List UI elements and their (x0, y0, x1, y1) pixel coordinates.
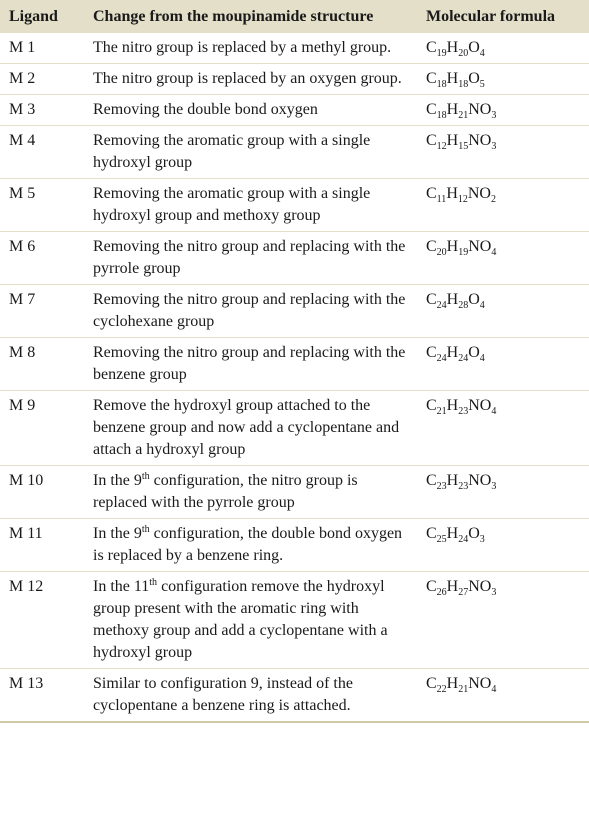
formula-element: O (468, 70, 480, 87)
formula-count: 3 (491, 141, 497, 152)
formula-count: 21 (458, 684, 469, 695)
formula-element: H (446, 70, 459, 87)
description-text: configuration remove the hydroxyl group present with the aromatic ring with methoxy group and add a cyclopentane with a hydroxyl group (93, 578, 388, 661)
formula-count: 18 (458, 79, 469, 90)
formula-element: H (446, 39, 459, 56)
formula-element: C (426, 578, 437, 595)
description-text: Removing the nitro group and replacing with the benzene group (93, 344, 406, 383)
change-description (84, 285, 417, 338)
change-description (84, 572, 417, 669)
formula-count: 19 (458, 247, 469, 258)
formula-element: H (446, 675, 459, 692)
table-row (0, 179, 589, 232)
molecular-formula (417, 33, 589, 64)
formula-count: 15 (458, 141, 469, 152)
ordinal-suffix: th (141, 471, 150, 482)
description-text: In the 9 (93, 472, 142, 489)
formula-element: C (426, 132, 437, 149)
formula-count: 24 (436, 353, 447, 364)
formula-count: 3 (491, 587, 497, 598)
formula-element: C (426, 525, 437, 542)
formula-element: H (446, 132, 459, 149)
formula-element: NO (468, 675, 492, 692)
description-text: Removing the aromatic group with a single hydroxyl group and methoxy group (93, 185, 371, 224)
molecular-formula (417, 179, 589, 232)
formula-element: C (426, 101, 437, 118)
header-formula: Molecular formula (417, 0, 589, 33)
ligand-id: M 11 (0, 519, 84, 572)
description-text: configuration, the double bond oxygen is replaced by a benzene ring. (93, 525, 403, 564)
table-row (0, 669, 589, 723)
description-text: The nitro group is replaced by an oxygen group. (93, 70, 402, 87)
ordinal-suffix: th (149, 577, 158, 588)
table-row (0, 33, 589, 64)
formula-count: 28 (458, 300, 469, 311)
formula-count: 3 (491, 481, 497, 492)
table-row (0, 64, 589, 95)
molecular-formula (417, 669, 589, 723)
formula-element: NO (468, 472, 492, 489)
description-text: The nitro group is replaced by a methyl group. (93, 39, 392, 56)
formula-count: 18 (436, 110, 447, 121)
formula-count: 11 (436, 194, 447, 205)
formula-count: 4 (479, 353, 485, 364)
formula-element: NO (468, 101, 492, 118)
ligand-id: M 7 (0, 285, 84, 338)
description-text: Removing the nitro group and replacing with the pyrrole group (93, 238, 406, 277)
formula-element: O (468, 39, 480, 56)
formula-element: H (446, 185, 458, 202)
molecular-formula (417, 285, 589, 338)
molecular-formula (417, 466, 589, 519)
formula-count: 4 (491, 247, 497, 258)
change-description (84, 669, 417, 723)
formula-count: 25 (436, 534, 447, 545)
formula-element: C (426, 39, 437, 56)
change-description (84, 391, 417, 466)
formula-count: 24 (458, 353, 469, 364)
formula-element: C (426, 185, 437, 202)
ligand-id: M 5 (0, 179, 84, 232)
formula-count: 21 (436, 406, 447, 417)
formula-element: H (446, 238, 459, 255)
ligand-id: M 12 (0, 572, 84, 669)
table-row (0, 519, 589, 572)
change-description (84, 33, 417, 64)
formula-count: 2 (490, 194, 496, 205)
formula-element: C (426, 344, 437, 361)
formula-count: 24 (436, 300, 447, 311)
molecular-formula (417, 232, 589, 285)
formula-count: 20 (458, 48, 469, 59)
formula-element: NO (468, 397, 492, 414)
table-row (0, 466, 589, 519)
formula-count: 4 (479, 48, 485, 59)
change-description (84, 179, 417, 232)
ligand-id: M 13 (0, 669, 84, 723)
formula-count: 23 (458, 481, 469, 492)
formula-count: 21 (458, 110, 469, 121)
formula-element: C (426, 472, 437, 489)
formula-element: H (446, 291, 459, 308)
table-header-row (0, 0, 589, 33)
change-description (84, 466, 417, 519)
header-change: Change from the moupinamide structure (84, 0, 417, 33)
description-text: In the 11 (93, 578, 150, 595)
ligand-id: M 1 (0, 33, 84, 64)
table-row (0, 391, 589, 466)
formula-element: C (426, 675, 437, 692)
formula-element: O (468, 291, 480, 308)
formula-element: O (468, 344, 480, 361)
description-text: Remove the hydroxyl group attached to the benzene group and now add a cyclopentane and attach a hydroxyl group (93, 397, 400, 458)
table-row (0, 232, 589, 285)
formula-count: 26 (436, 587, 447, 598)
ligand-id: M 3 (0, 95, 84, 126)
formula-element: C (426, 70, 437, 87)
formula-element: O (468, 525, 480, 542)
formula-element: C (426, 397, 437, 414)
formula-count: 27 (458, 587, 469, 598)
table-row (0, 338, 589, 391)
change-description (84, 126, 417, 179)
description-text: Similar to configuration 9, instead of the cyclopentane a benzene ring is attached. (93, 675, 353, 714)
description-text: Removing the double bond oxygen (93, 101, 318, 118)
change-description (84, 95, 417, 126)
formula-count: 23 (436, 481, 447, 492)
formula-count: 5 (479, 79, 485, 90)
molecular-formula (417, 64, 589, 95)
formula-count: 4 (491, 684, 497, 695)
formula-count: 23 (458, 406, 469, 417)
formula-element: NO (467, 185, 491, 202)
molecular-formula (417, 391, 589, 466)
formula-element: H (446, 344, 459, 361)
formula-count: 12 (436, 141, 447, 152)
formula-element: NO (468, 578, 492, 595)
molecular-formula (417, 126, 589, 179)
description-text: configuration, the nitro group is replaced with the pyrrole group (93, 472, 358, 511)
formula-element: C (426, 238, 437, 255)
table-row (0, 572, 589, 669)
formula-element: NO (468, 238, 492, 255)
molecular-formula (417, 519, 589, 572)
ordinal-suffix: th (141, 524, 150, 535)
molecular-formula (417, 95, 589, 126)
description-text: In the 9 (93, 525, 142, 542)
table-body (0, 33, 589, 722)
formula-count: 3 (491, 110, 497, 121)
table-row (0, 95, 589, 126)
formula-count: 4 (491, 406, 497, 417)
formula-element: H (446, 101, 459, 118)
formula-count: 20 (436, 247, 447, 258)
formula-element: H (446, 397, 459, 414)
header-ligand: Ligand (0, 0, 84, 33)
formula-count: 4 (479, 300, 485, 311)
ligand-id: M 10 (0, 466, 84, 519)
formula-count: 18 (436, 79, 447, 90)
change-description (84, 338, 417, 391)
formula-count: 24 (458, 534, 469, 545)
table-row (0, 126, 589, 179)
description-text: Removing the aromatic group with a single hydroxyl group (93, 132, 371, 171)
formula-count: 3 (479, 534, 485, 545)
molecular-formula (417, 338, 589, 391)
molecular-formula (417, 572, 589, 669)
formula-element: C (426, 291, 437, 308)
ligand-id: M 8 (0, 338, 84, 391)
ligand-id: M 4 (0, 126, 84, 179)
description-text: Removing the nitro group and replacing with the cyclohexane group (93, 291, 406, 330)
formula-count: 12 (457, 194, 468, 205)
formula-element: H (446, 472, 459, 489)
change-description (84, 519, 417, 572)
formula-element: H (446, 525, 459, 542)
formula-element: H (446, 578, 459, 595)
ligand-id: M 6 (0, 232, 84, 285)
ligand-id: M 2 (0, 64, 84, 95)
formula-element: NO (468, 132, 492, 149)
ligand-id: M 9 (0, 391, 84, 466)
table-row (0, 285, 589, 338)
formula-count: 19 (436, 48, 447, 59)
change-description (84, 64, 417, 95)
change-description (84, 232, 417, 285)
formula-count: 22 (436, 684, 447, 695)
